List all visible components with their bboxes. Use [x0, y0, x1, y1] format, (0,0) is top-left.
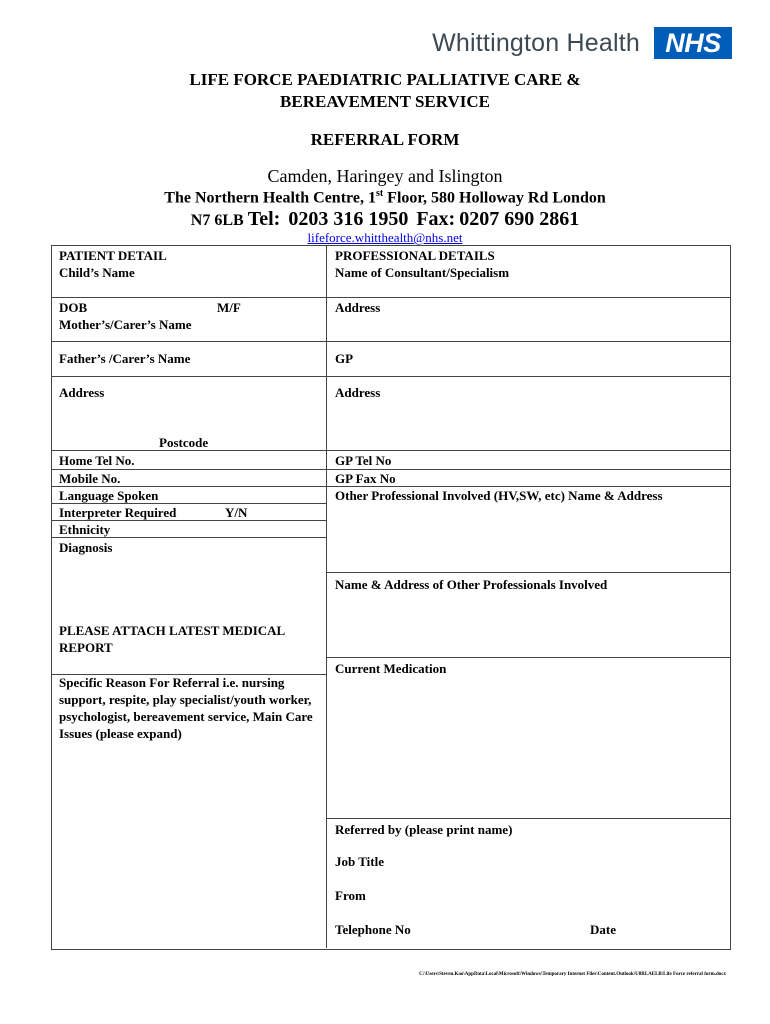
childs-name-label: Child’s Name — [59, 265, 135, 280]
row-divider — [326, 657, 730, 658]
form-title: REFERRAL FORM — [310, 130, 460, 149]
service-address: The Northern Health Centre, 1st Floor, 580 Holloway Rd London — [164, 188, 606, 207]
from-label: From — [335, 888, 366, 903]
gp-tel-label: GP Tel No — [335, 453, 392, 468]
column-divider — [326, 245, 327, 948]
current-medication-label: Current Medication — [335, 661, 447, 676]
sex-label: M/F — [217, 300, 241, 315]
telephone-label: Telephone No — [335, 922, 411, 937]
mobile-label: Mobile No. — [59, 471, 121, 486]
row-divider — [51, 376, 730, 377]
title-line-1: LIFE FORCE PAEDIATRIC PALLIATIVE CARE & — [189, 70, 581, 89]
consultant-label: Name of Consultant/Specialism — [335, 265, 510, 280]
row-divider — [51, 297, 326, 298]
dob-label: DOB — [59, 300, 88, 315]
patient-address-label: Address — [59, 385, 105, 400]
row-divider — [326, 818, 730, 819]
date-label: Date — [590, 922, 616, 937]
contact-line: N7 6LB Tel: 0203 316 1950 Fax: 0207 690 2861 — [190, 208, 580, 230]
professional-details-heading: PROFESSIONAL DETAILS — [335, 248, 495, 263]
gp-label: GP — [335, 351, 354, 366]
postcode-label: Postcode — [159, 435, 209, 450]
brand-name: Whittington Health — [432, 28, 640, 57]
language-label: Language Spoken — [59, 488, 159, 503]
row-divider — [326, 341, 730, 342]
interpreter-yn-label: Y/N — [225, 505, 248, 520]
file-path-footer: C:\Users\Steven.Kao\AppData\Local\Microsoft\Windows\Temporary Internet Files\Content.Outlook\U8RLAELB\Life Force referral form.docx — [419, 972, 726, 977]
fathers-name-label: Father’s /Carer’s Name — [59, 351, 191, 366]
job-title-label: Job Title — [335, 854, 385, 869]
brand-header — [432, 26, 732, 60]
gp-fax-label: GP Fax No — [335, 471, 396, 486]
fax-number: 0207 690 2861 — [459, 208, 580, 230]
row-divider — [51, 450, 730, 451]
referral-reason-label: Specific Reason For Referral i.e. nursing support, respite, play specialist/youth worker, psychologist, bereavement service, Main Care Issues (please expand) — [59, 675, 313, 741]
patient-detail-heading: PATIENT DETAIL — [59, 248, 167, 263]
referred-by-label: Referred by (please print name) — [335, 822, 513, 837]
nhs-logo-icon: NHS — [654, 27, 732, 59]
diagnosis-label: Diagnosis — [59, 540, 113, 555]
ethnicity-label: Ethnicity — [59, 522, 111, 537]
home-tel-label: Home Tel No. — [59, 453, 135, 468]
row-divider — [326, 297, 730, 298]
row-divider — [51, 341, 326, 342]
telephone-number: 0203 316 1950 — [288, 208, 409, 230]
attach-report-note: PLEASE ATTACH LATEST MEDICAL REPORT — [59, 623, 285, 655]
mothers-name-label: Mother’s/Carer’s Name — [59, 317, 192, 332]
other-professionals-address-label: Name & Address of Other Professionals Involved — [335, 577, 608, 592]
row-divider — [326, 572, 730, 573]
consultant-address-label: Address — [335, 300, 381, 315]
other-professional-label: Other Professional Involved (HV,SW, etc) Name & Address — [335, 488, 663, 503]
service-areas: Camden, Haringey and Islington — [267, 166, 503, 186]
gp-address-label: Address — [335, 385, 381, 400]
interpreter-label: Interpreter Required — [59, 505, 177, 520]
email-link[interactable]: lifeforce.whitthealth@nhs.net — [307, 230, 463, 245]
title-line-2: BEREAVEMENT SERVICE — [280, 92, 490, 111]
